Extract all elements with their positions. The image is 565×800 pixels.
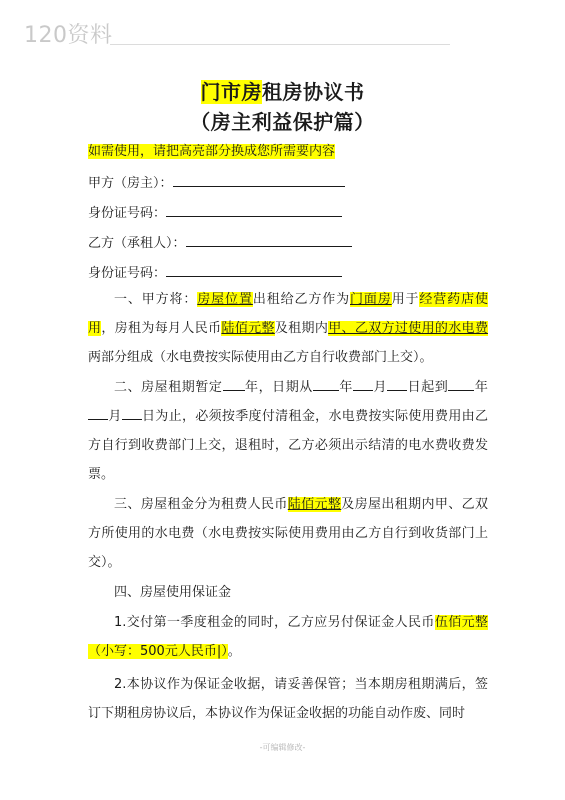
clause-1-text: ，房租为每月人民币: [101, 321, 222, 336]
blank: [448, 378, 474, 391]
clause-2-text: 日为止，必须按季度付清租金，水电费按实际使用费用由乙方自行到收费部门上交，退租时，乙方必须出示结清的电水费收费发票。: [88, 409, 488, 482]
title-highlight: 门市房: [200, 80, 262, 104]
clause-4-heading: 四、房屋使用保证金: [114, 585, 232, 600]
clause-1-text: 出租给乙方作为: [252, 292, 350, 307]
header-divider: [110, 44, 450, 45]
clause-1-text: 及租期内: [274, 321, 329, 336]
clause-2-text: 年: [338, 380, 353, 395]
blank: [223, 378, 245, 391]
clause-1-text: 一、甲方将：: [114, 292, 198, 307]
blank: [88, 407, 108, 420]
doc-subtitle: （房主利益保护篇）: [190, 110, 375, 134]
clause-1: [88, 285, 488, 372]
blank: [353, 378, 373, 391]
usage-notice: [88, 140, 335, 159]
clause-1-highlight-usage: 门面房: [350, 292, 392, 307]
id-a-line: [88, 202, 342, 221]
party-a-line: [88, 172, 345, 191]
clause-4-1-highlight-deposit: 伍佰元整（小写：500元人民币|）: [88, 615, 488, 659]
id-b-label: 身份证号码：: [88, 266, 167, 281]
clause-3-text: 三、房屋租金分为租费人民币: [114, 497, 288, 512]
clause-2-text: 月: [373, 380, 388, 395]
clause-1-highlight-location: 房屋位置: [197, 292, 253, 307]
clause-2-text: 年，日期从: [244, 380, 313, 395]
clause-3-text: 及房屋出租期内甲、乙双方所使用的水电费（水电费按实际使用费用由乙方自行到收货部门上交）。: [88, 497, 488, 570]
clause-2: [88, 373, 488, 489]
clause-2-text: 年: [474, 380, 488, 395]
id-a-blank: [166, 204, 342, 217]
clause-4-1-text: 1.交付第一季度租金的同时，乙方应另付保证金人民币: [114, 615, 435, 630]
clause-4-1-text: 。: [227, 644, 241, 659]
clause-1-text: 用于: [391, 292, 420, 307]
blank: [122, 407, 142, 420]
clause-2-text: 日起到: [407, 380, 449, 395]
clause-1-text: 两部分组成（水电费按实际使用由乙方自行收费部门上交）。: [88, 350, 433, 365]
id-b-line: [88, 262, 342, 281]
party-b-label: 乙方（承租人）：: [88, 236, 186, 251]
clause-4-item-1: [88, 608, 488, 666]
id-b-blank: [166, 264, 342, 277]
clause-4-item-2: 2.本协议作为保证金收据，请妥善保管；当本期房租期满后，签订下期租房协议后，本协议作为保证金收据的功能自动作废、同时: [88, 677, 488, 721]
party-a-label: 甲方（房主）：: [88, 176, 173, 191]
party-a-blank: [173, 174, 345, 187]
party-b-line: [88, 232, 352, 251]
clause-1-highlight-rent: 陆佰元整: [221, 321, 275, 336]
watermark-logo: 120资料: [24, 23, 113, 48]
clause-1-highlight-business: 经营药店使用: [88, 292, 488, 336]
page-footer: -可编辑修改-: [259, 743, 306, 752]
clause-3-highlight-rent: 陆佰元整: [287, 497, 342, 512]
notice-highlight: 如需使用，请把高亮部分换成您所需要内容: [88, 144, 336, 159]
clause-1-highlight-utilities: 甲、乙双方过使用的水电费: [328, 321, 488, 336]
blank: [313, 378, 339, 391]
party-b-blank: [186, 234, 352, 247]
title-rest: 租房协议书: [262, 80, 365, 104]
doc-title: [0, 76, 565, 105]
clause-2-text: 二、房屋租期暂定: [114, 380, 223, 395]
blank: [387, 378, 407, 391]
id-a-label: 身份证号码：: [88, 206, 167, 221]
clause-3: [88, 490, 488, 577]
clause-2-text: 月: [108, 409, 122, 424]
